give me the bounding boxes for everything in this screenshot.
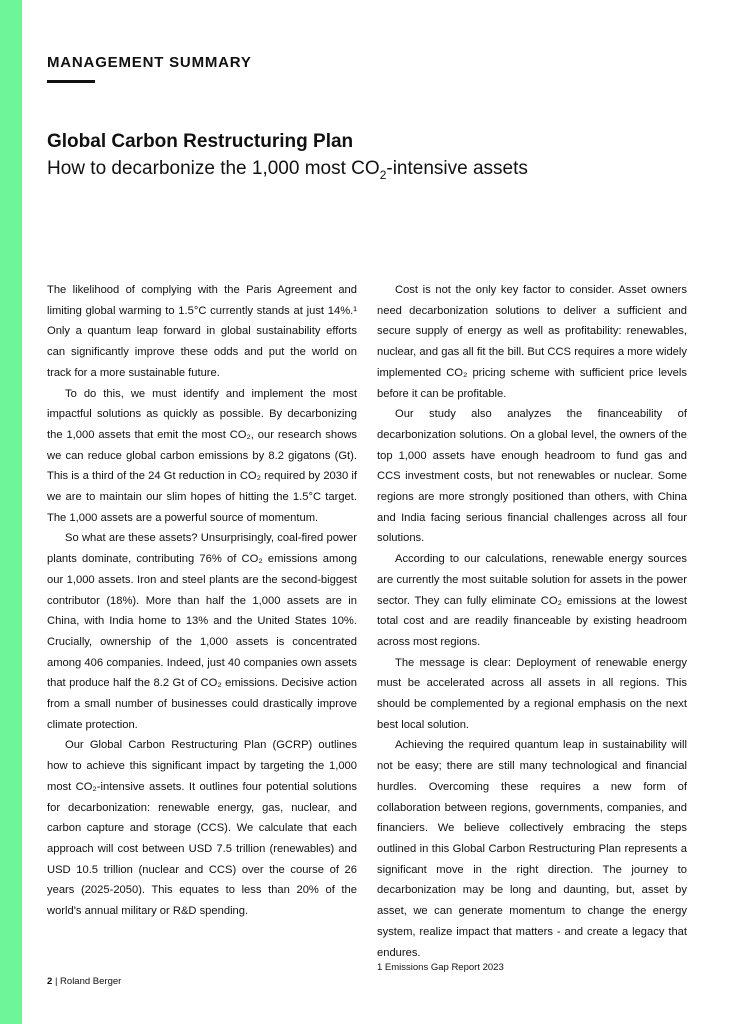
body-paragraph: According to our calculations, renewable energy sources are currently the most suitable solution for assets in the power sector. They can fully eliminate CO₂ emissions at the lowest total cost and are readily financeable by existing headroom across most regions. [377,553,687,648]
page-title: Global Carbon Restructuring Plan [47,131,354,152]
body-paragraph: Cost is not the only key factor to consider. Asset owners need decarbonization solutions to deliver a sufficient and secure supply of energy as well as profitability: renewables, nuclear, and gas all fit the bill. But CCS requires a more widely implemented CO₂ pricing scheme with sufficient price levels before it can be profitable. [377,284,687,400]
left-text-column [47,280,357,922]
accent-side-bar [0,0,22,1024]
page-number: 2 [47,976,53,987]
page-footer [47,976,121,987]
subtitle-text-start: How to decarbonize the 1,000 most CO [47,158,380,179]
body-paragraph: To do this, we must identify and implement the most impactful solutions as quickly as possible. By decarbonizing the 1,000 assets that emit the most CO₂, our research shows we can reduce global carbon emissions by 8.2 gigatons (Gt). This is a third of the 24 Gt reduction in CO₂ required by 2030 if we are to maintain our slim hopes of hitting the 1.5°C target. The 1,000 assets are a powerful source of momentum. [47,387,357,524]
right-text-column [377,280,687,963]
footer-separator: | [54,976,58,987]
body-paragraph: Achieving the required quantum leap in sustainability will not be easy; there are still many technological and financial hurdles. Overcoming these requires a new form of collaboration between regions, governments, companies, and financiers. We believe collectively embracing the steps outlined in this Global Carbon Restructuring Plan represents a significant move in the right direction. The journey to decarbonization may be long and daunting, but, asset by asset, we can generate momentum to change the energy system, realize impact that matters - and create a legacy that endures. [377,739,687,959]
subtitle-text-end: -intensive assets [386,158,528,179]
subtitle-subscript: 2 [379,167,387,182]
body-paragraph: The message is clear: Deployment of renewable energy must be accelerated across all assets in all regions. This should be complemented by a regional emphasis on the next best local solution. [377,656,687,731]
body-paragraph: Our Global Carbon Restructuring Plan (GCRP) outlines how to achieve this significant impact by targeting the 1,000 most CO₂-intensive assets. It outlines four potential solutions for decarbonization: renewable energy, gas, nuclear, and carbon capture and storage (CCS). We calculate that each approach will cost between USD 7.5 trillion (renewables) and USD 10.5 trillion (nuclear and CCS) over the course of 26 years (2025-2050). This equates to less than 20% of the world's annual military or R&D spending. [47,739,357,918]
section-label: MANAGEMENT SUMMARY [47,54,252,71]
page-subtitle [47,158,528,182]
footnote: 1 Emissions Gap Report 2023 [377,962,504,973]
body-paragraph: So what are these assets? Unsurprisingly, coal-fired power plants dominate, contributing 76% of CO₂ emissions among our 1,000 assets. Iron and steel plants are the second-biggest contributor (18%). More than half the 1,000 assets are in China, with India home to 13% and the United States 10%. Crucially, ownership of the 1,000 assets is concentrated among 406 companies. Indeed, just 40 companies own assets that produce half the 8.2 Gt of CO₂ emissions. Decisive action from a small number of businesses could drastically improve climate protection. [47,532,357,731]
footer-company: Roland Berger [60,976,122,987]
body-paragraph: The likelihood of complying with the Paris Agreement and limiting global warming to 1.5°C currently stands at just 14%.¹ Only a quantum leap forward in global sustainability efforts can significantly improve these odds and put the world on track for a more sustainable future. [47,284,357,379]
body-paragraph: Our study also analyzes the financeability of decarbonization solutions. On a global level, the owners of the top 1,000 assets have enough headroom to fund gas and CCS investment costs, but not renewables or nuclear. Some regions are more strongly positioned than others, with China and India facing serious financial challenges across all four solutions. [377,408,687,545]
section-underline [47,80,95,83]
